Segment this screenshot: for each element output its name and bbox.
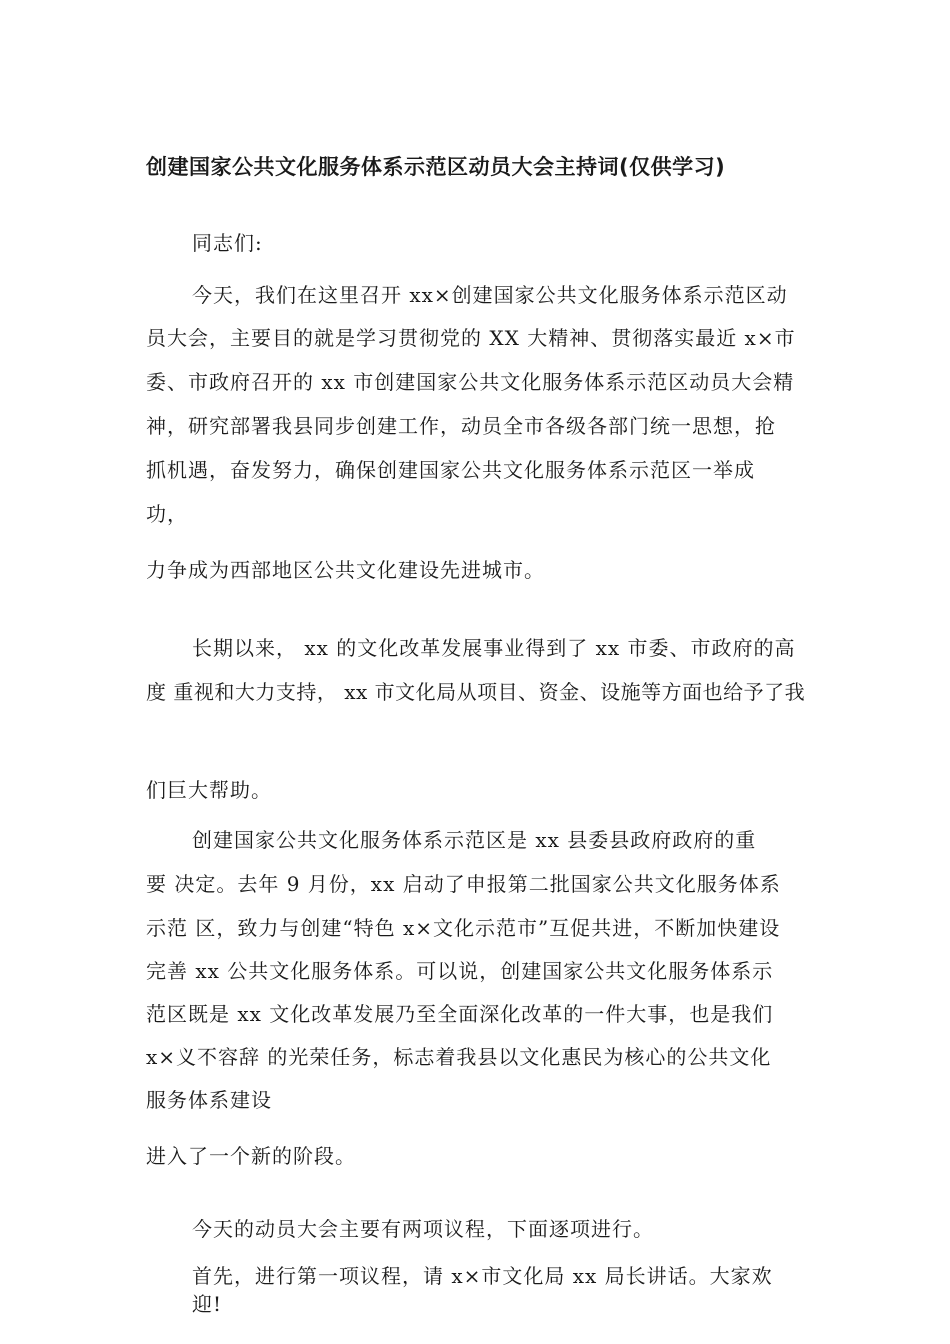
paragraph-line: 迎!	[192, 1292, 223, 1316]
paragraph-line: 度 重视和大力支持， xx 市文化局从项目、资金、设施等方面也给予了我	[146, 680, 806, 704]
paragraph-line: 力争成为西部地区公共文化建设先进城市。	[146, 558, 545, 582]
paragraph-line: 委、市政府召开的 xx 市创建国家公共文化服务体系示范区动员大会精	[146, 370, 795, 394]
paragraph-line: 今天，我们在这里召开 xx×创建国家公共文化服务体系示范区动	[192, 283, 788, 307]
paragraph-line: 示范 区，致力与创建“特色 x×文化示范市”互促共进，不断加快建设	[146, 916, 781, 940]
paragraph-line: 进入了一个新的阶段。	[146, 1144, 356, 1168]
paragraph-line: 们巨大帮助。	[146, 778, 272, 802]
paragraph-line: 神，研究部署我县同步创建工作，动员全市各级各部门统一思想，抢	[146, 414, 776, 438]
paragraph-line: 功，	[146, 502, 188, 526]
paragraph-line: 员大会，主要目的就是学习贯彻党的 XX 大精神、贯彻落实最近 x×市	[146, 326, 796, 350]
paragraph-line: 抓机遇，奋发努力，确保创建国家公共文化服务体系示范区一举成	[146, 458, 755, 482]
paragraph-line: x×义不容辞 的光荣任务，标志着我县以文化惠民为核心的公共文化	[146, 1045, 772, 1069]
paragraph-line: 长期以来， xx 的文化改革发展事业得到了 xx 市委、市政府的高	[192, 636, 796, 660]
paragraph-line: 要 决定。去年 9 月份，xx 启动了申报第二批国家公共文化服务体系	[146, 872, 781, 896]
paragraph-line: 完善 xx 公共文化服务体系。可以说，创建国家公共文化服务体系示	[146, 959, 774, 983]
paragraph-line: 同志们:	[192, 231, 263, 255]
paragraph-line: 服务体系建设	[146, 1088, 272, 1112]
paragraph-line: 今天的动员大会主要有两项议程，下面逐项进行。	[192, 1217, 654, 1241]
paragraph-line: 范区既是 xx 文化改革发展乃至全面深化改革的一件大事，也是我们	[146, 1002, 774, 1026]
paragraph-line: 创建国家公共文化服务体系示范区是 xx 县委县政府政府的重	[192, 828, 757, 852]
document-title: 创建国家公共文化服务体系示范区动员大会主持词(仅供学习)	[146, 155, 726, 179]
paragraph-line: 首先，进行第一项议程，请 x×市文化局 xx 局长讲话。大家欢	[192, 1264, 773, 1288]
